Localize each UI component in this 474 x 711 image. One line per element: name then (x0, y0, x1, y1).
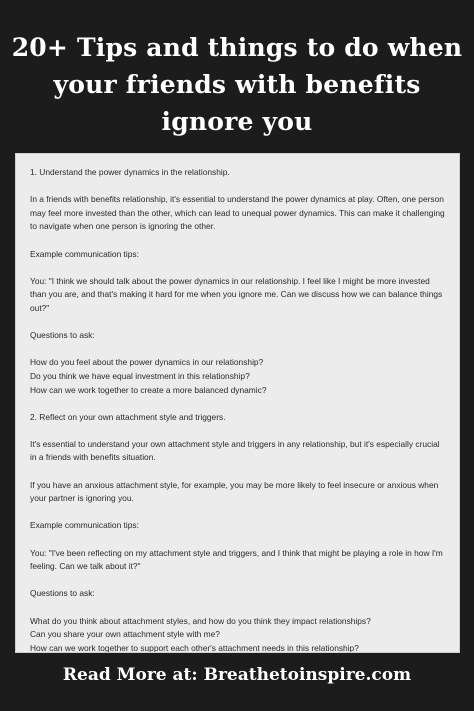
article-text (16, 154, 459, 653)
read-more-footer: Read More at: Breathetoinspire.com (62, 665, 412, 685)
section-1-comm-text: You: "I think we should talk about the power dynamics in our relationship. I feel like I might be more invested than you are, and that's making it hard for me when you ignore me. Can we discuss how we can balance things out?" (30, 275, 443, 313)
section-2-question: Can you share your own attachment style with me? (30, 629, 220, 640)
section-2-body: It's essential to understand your own attachment style and triggers in any relationship, but it's especially crucial in a friends with benefits situation. (30, 438, 440, 463)
section-2-comm-label: Example communication tips: (30, 520, 139, 531)
section-1-heading: 1. Understand the power dynamics in the relationship. (30, 167, 230, 177)
section-1-question: How can we work together to create a more balanced dynamic? (30, 384, 267, 395)
title-line-3: ignore you (161, 107, 313, 136)
section-2-questions-label: Questions to ask: (30, 588, 95, 599)
section-1-question: How do you feel about the power dynamics in our relationship? (30, 357, 264, 368)
section-1-question: Do you think we have equal investment in this relationship? (30, 370, 250, 381)
section-2-question: What do you think about attachment styles, and how do you think they impact relationships? (30, 615, 371, 626)
page-title (0, 29, 474, 140)
section-2-question: How can we work together to support each other's attachment needs in this relationship? (30, 642, 359, 653)
section-1-questions-label: Questions to ask: (30, 330, 95, 341)
section-2-body-2: If you have an anxious attachment style, for example, you may be more likely to feel insecure or anxious when your partner is ignoring you. (30, 479, 439, 504)
title-line-2: your friends with benefits (53, 70, 421, 99)
section-2-heading: 2. Reflect on your own attachment style and triggers. (30, 411, 226, 422)
section-2-comm-text: You: "I've been reflecting on my attachment style and triggers, and I think that might be playing a role in how I'm feeling. Can we talk about it?" (30, 547, 443, 572)
section-1-comm-label: Example communication tips: (30, 248, 139, 259)
section-1-body: In a friends with benefits relationship, it's essential to understand the power dynamics at play. Often, one person may feel more invested than the other, which can lead to unequal power dynamics. This can make it challenging to navigate when one person is ignoring the other. (30, 194, 445, 232)
article-card (15, 153, 460, 653)
title-line-1: 20+ Tips and things to do when (11, 33, 463, 62)
